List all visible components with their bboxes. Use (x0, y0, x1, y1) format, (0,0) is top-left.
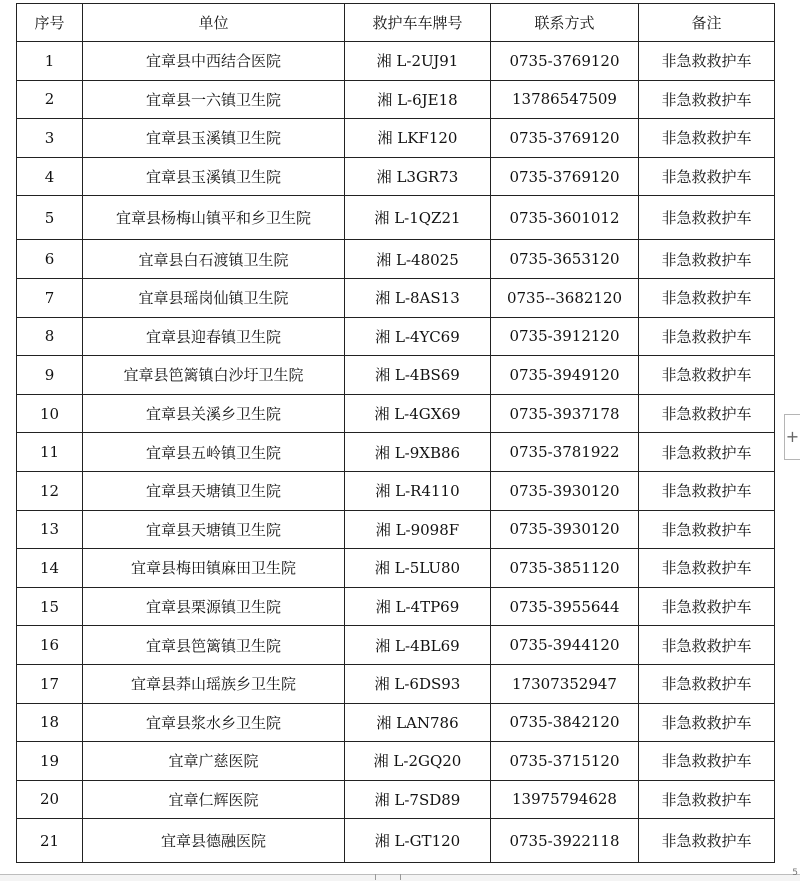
cell-no: 4 (17, 157, 83, 196)
cell-unit: 宜章县笆篱镇卫生院 (83, 626, 345, 665)
cell-unit: 宜章县玉溪镇卫生院 (83, 157, 345, 196)
table-row (17, 119, 775, 158)
cell-unit: 宜章县天塘镇卫生院 (83, 510, 345, 549)
table-row (17, 157, 775, 196)
cell-plate: 湘 L-8AS13 (345, 278, 491, 317)
cell-unit: 宜章县德融医院 (83, 819, 345, 863)
cell-note: 非急救救护车 (639, 356, 775, 395)
cell-phone: 0735-3937178 (491, 394, 639, 433)
cell-unit: 宜章县瑶岗仙镇卫生院 (83, 278, 345, 317)
cell-plate: 湘 L-4TP69 (345, 587, 491, 626)
ruler-tick (375, 874, 376, 880)
cell-phone: 0735-3930120 (491, 471, 639, 510)
cell-no: 20 (17, 780, 83, 819)
table-row (17, 780, 775, 819)
cell-unit: 宜章县关溪乡卫生院 (83, 394, 345, 433)
cell-plate: 湘 L-9XB86 (345, 433, 491, 472)
cell-phone: 0735-3955644 (491, 587, 639, 626)
cell-no: 18 (17, 703, 83, 742)
cell-phone: 13975794628 (491, 780, 639, 819)
cell-phone: 0735-3769120 (491, 157, 639, 196)
table-row (17, 356, 775, 395)
table-row (17, 80, 775, 119)
cell-note: 非急救救护车 (639, 471, 775, 510)
cell-no: 2 (17, 80, 83, 119)
cell-unit: 宜章县杨梅山镇平和乡卫生院 (83, 196, 345, 240)
cell-no: 17 (17, 664, 83, 703)
cell-unit: 宜章县莽山瑶族乡卫生院 (83, 664, 345, 703)
table-row (17, 317, 775, 356)
cell-note: 非急救救护车 (639, 742, 775, 781)
cell-plate: 湘 L-48025 (345, 240, 491, 279)
cell-no: 21 (17, 819, 83, 863)
cell-unit: 宜章县五岭镇卫生院 (83, 433, 345, 472)
cell-unit: 宜章县天塘镇卫生院 (83, 471, 345, 510)
table-row (17, 471, 775, 510)
cell-phone: 0735-3912120 (491, 317, 639, 356)
cell-unit: 宜章县笆篱镇白沙圩卫生院 (83, 356, 345, 395)
table-row (17, 394, 775, 433)
ambulance-table (16, 3, 775, 863)
cell-note: 非急救救护车 (639, 80, 775, 119)
header-note: 备注 (639, 4, 775, 42)
header-unit: 单位 (83, 4, 345, 42)
cell-phone: 0735-3930120 (491, 510, 639, 549)
cell-no: 10 (17, 394, 83, 433)
cell-plate: 湘 LAN786 (345, 703, 491, 742)
cell-phone: 0735-3949120 (491, 356, 639, 395)
table-row (17, 278, 775, 317)
cell-note: 非急救救护车 (639, 510, 775, 549)
cell-plate: 湘 L-7SD89 (345, 780, 491, 819)
cell-no: 5 (17, 196, 83, 240)
cell-unit: 宜章县白石渡镇卫生院 (83, 240, 345, 279)
cell-unit: 宜章县迎春镇卫生院 (83, 317, 345, 356)
cell-unit: 宜章县一六镇卫生院 (83, 80, 345, 119)
cell-phone: 0735-3653120 (491, 240, 639, 279)
cell-note: 非急救救护车 (639, 703, 775, 742)
cell-no: 12 (17, 471, 83, 510)
cell-unit: 宜章广慈医院 (83, 742, 345, 781)
table-row (17, 587, 775, 626)
cell-phone: 0735-3851120 (491, 549, 639, 588)
cell-no: 11 (17, 433, 83, 472)
cell-phone: 0735-3769120 (491, 119, 639, 158)
cell-note: 非急救救护车 (639, 317, 775, 356)
cell-plate: 湘 L-4GX69 (345, 394, 491, 433)
header-phone: 联系方式 (491, 4, 639, 42)
cell-note: 非急救救护车 (639, 626, 775, 665)
cell-phone: 0735-3781922 (491, 433, 639, 472)
table-row (17, 549, 775, 588)
cell-plate: 湘 L-6JE18 (345, 80, 491, 119)
cell-plate: 湘 L3GR73 (345, 157, 491, 196)
cell-no: 3 (17, 119, 83, 158)
table-row (17, 819, 775, 863)
cell-phone: 0735-3922118 (491, 819, 639, 863)
cell-plate: 湘 L-9098F (345, 510, 491, 549)
cell-no: 13 (17, 510, 83, 549)
cell-note: 非急救救护车 (639, 587, 775, 626)
cell-unit: 宜章仁辉医院 (83, 780, 345, 819)
cell-unit: 宜章县中西结合医院 (83, 42, 345, 81)
cell-no: 7 (17, 278, 83, 317)
cell-note: 非急救救护车 (639, 119, 775, 158)
table-body (17, 42, 775, 863)
cell-unit: 宜章县梅田镇麻田卫生院 (83, 549, 345, 588)
cell-no: 1 (17, 42, 83, 81)
cell-phone: 0735-3601012 (491, 196, 639, 240)
cell-note: 非急救救护车 (639, 196, 775, 240)
cell-plate: 湘 L-4YC69 (345, 317, 491, 356)
cell-plate: 湘 L-GT120 (345, 819, 491, 863)
cell-phone: 13786547509 (491, 80, 639, 119)
table-row (17, 626, 775, 665)
cell-note: 非急救救护车 (639, 240, 775, 279)
cell-no: 16 (17, 626, 83, 665)
cell-note: 非急救救护车 (639, 780, 775, 819)
cell-no: 15 (17, 587, 83, 626)
table-row (17, 703, 775, 742)
cell-no: 9 (17, 356, 83, 395)
table-row (17, 664, 775, 703)
cell-note: 非急救救护车 (639, 394, 775, 433)
cell-no: 8 (17, 317, 83, 356)
table-row (17, 240, 775, 279)
cell-phone: 17307352947 (491, 664, 639, 703)
cell-plate: 湘 L-R4110 (345, 471, 491, 510)
header-row (17, 4, 775, 42)
table-row (17, 742, 775, 781)
page-marker: 5 (792, 868, 798, 878)
plus-icon: + (785, 427, 800, 446)
cell-plate: 湘 L-1QZ21 (345, 196, 491, 240)
cell-no: 14 (17, 549, 83, 588)
cell-plate: 湘 L-4BS69 (345, 356, 491, 395)
cell-note: 非急救救护车 (639, 157, 775, 196)
cell-note: 非急救救护车 (639, 549, 775, 588)
cell-note: 非急救救护车 (639, 42, 775, 81)
ruler-tick (400, 874, 401, 880)
table-row (17, 510, 775, 549)
cell-note: 非急救救护车 (639, 819, 775, 863)
cell-unit: 宜章县栗源镇卫生院 (83, 587, 345, 626)
cell-unit: 宜章县玉溪镇卫生院 (83, 119, 345, 158)
cell-no: 19 (17, 742, 83, 781)
add-row-handle[interactable] (784, 414, 800, 460)
cell-plate: 湘 LKF120 (345, 119, 491, 158)
cell-phone: 0735-3715120 (491, 742, 639, 781)
cell-plate: 湘 L-2UJ91 (345, 42, 491, 81)
cell-phone: 0735--3682120 (491, 278, 639, 317)
cell-plate: 湘 L-5LU80 (345, 549, 491, 588)
cell-phone: 0735-3769120 (491, 42, 639, 81)
cell-note: 非急救救护车 (639, 433, 775, 472)
cell-no: 6 (17, 240, 83, 279)
table-row (17, 196, 775, 240)
header-plate: 救护车车牌号 (345, 4, 491, 42)
table-row (17, 433, 775, 472)
cell-phone: 0735-3842120 (491, 703, 639, 742)
cell-plate: 湘 L-4BL69 (345, 626, 491, 665)
header-no: 序号 (17, 4, 83, 42)
cell-phone: 0735-3944120 (491, 626, 639, 665)
cell-plate: 湘 L-2GQ20 (345, 742, 491, 781)
cell-plate: 湘 L-6DS93 (345, 664, 491, 703)
cell-unit: 宜章县浆水乡卫生院 (83, 703, 345, 742)
cell-note: 非急救救护车 (639, 664, 775, 703)
cell-note: 非急救救护车 (639, 278, 775, 317)
table-row (17, 42, 775, 81)
